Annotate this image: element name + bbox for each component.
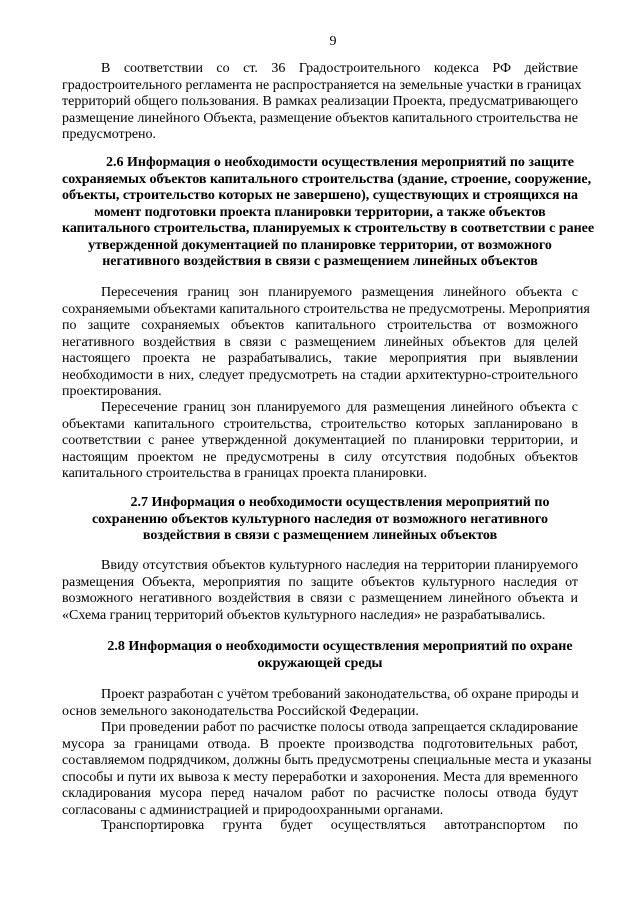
paragraph bbox=[62, 818, 578, 835]
heading-line: момент подготовки проекта планировки территории, а также объектов bbox=[94, 204, 546, 220]
paragraph bbox=[62, 285, 590, 401]
paragraph-line: градостроительного регламента не распространяется на земельные участки в границах bbox=[62, 77, 582, 93]
heading-line: 2.7 Информация о необходимости осуществления мероприятий по bbox=[130, 495, 550, 510]
paragraph-line: Пересечения границ зон планируемого размещения линейного объекта с bbox=[101, 285, 578, 300]
paragraph-line: проектирования. bbox=[62, 384, 162, 399]
paragraph-line: настоящего проекта не разрабатывались, такие мероприятия при выявлении bbox=[62, 351, 578, 366]
paragraph-line: составляемом подрядчиком, должны быть предусмотрены специальные места и указаны bbox=[62, 753, 592, 768]
heading-line: объекты, строительство которых не завершено), существующих и строящихся на bbox=[62, 188, 579, 203]
paragraph-line: Пересечение границ зон планируемого для размещения линейного объекта с bbox=[101, 400, 578, 415]
paragraph-line: предусмотрено. bbox=[62, 127, 157, 142]
paragraph bbox=[62, 61, 582, 144]
heading-line: утвержденной документацией по планировке территории, от возможного bbox=[88, 237, 552, 253]
heading-line: 2.6 Информация о необходимости осуществления мероприятий по защите bbox=[105, 155, 574, 170]
paragraph-line: согласованы с администрацией и природоохранными органами. bbox=[62, 802, 444, 818]
heading-line: 2.8 Информация о необходимости осуществления мероприятий по охране bbox=[107, 639, 573, 654]
paragraph-line: возможного негативного воздействия в связи с размещением линейного объекта и bbox=[62, 591, 578, 606]
paragraph-line: размещение линейного Объекта, размещение объектов капитального строительства не bbox=[62, 110, 578, 126]
paragraph-line: способы и пути их вывоза к месту переработки и захоронения. Места для временного bbox=[62, 769, 578, 785]
section-heading-2-6 bbox=[62, 155, 595, 271]
heading-line: сохраняемых объектов капитального строительства (здание, строение, сооружение, bbox=[62, 171, 592, 187]
paragraph-line: объектами капитального строительства, строительство которых запланировано в bbox=[62, 416, 578, 432]
paragraph-line: по защите сохраняемых объектов капитального строительства от возможного bbox=[62, 318, 578, 333]
paragraph-line: складирования мусора перед началом работ по расчистке полосы отвода будут bbox=[62, 786, 578, 801]
section-heading-2-7 bbox=[62, 495, 578, 545]
paragraph-line: территорий общего пользования. В рамках реализации Проекта, предусматривающего bbox=[62, 94, 578, 109]
paragraph bbox=[62, 400, 578, 483]
paragraph-line: В соответствии со ст. 36 Градостроительного кодекса РФ действие bbox=[101, 61, 578, 76]
section-heading-2-8 bbox=[62, 639, 578, 672]
heading-line: капитального строительства, планируемых к строительству в соответствии с ранее bbox=[62, 221, 595, 236]
paragraph bbox=[62, 720, 592, 819]
paragraph-line: Ввиду отсутствия объектов культурного наследия на территории планируемого bbox=[101, 558, 578, 573]
paragraph-line: основ земельного законодательства Российской Федерации. bbox=[62, 703, 419, 719]
paragraph-line: капитального строительства в границах проекта планировки. bbox=[62, 466, 427, 481]
paragraph-line: мусора за границами отвода. В проекте производства подготовительных работ, bbox=[62, 736, 578, 752]
paragraph-line: настоящим проектом не предусмотрены в силу отсутствия подобных объектов bbox=[62, 449, 578, 465]
paragraph-line: При проведении работ по расчистке полосы отвода запрещается складирование bbox=[101, 720, 578, 735]
heading-line: воздействия в связи с размещением линейных объектов bbox=[142, 528, 498, 543]
paragraph-line: соответствии с ранее утвержденной документацией по планировки территории, и bbox=[62, 433, 578, 448]
heading-line: сохранению объектов культурного наследия от возможного негативного bbox=[91, 511, 549, 527]
heading-line: окружающей среды bbox=[257, 655, 383, 671]
paragraph-line: Транспортировка грунта будет осуществляться автотранспортом по bbox=[101, 818, 578, 833]
paragraph-line: Проект разработан с учётом требований законодательства, об охране природы и bbox=[101, 687, 579, 702]
paragraph-line: размещения Объекта, мероприятия по защите объектов культурного наследия от bbox=[62, 574, 578, 590]
paragraph bbox=[62, 558, 578, 624]
paragraph-line: «Схема границ территорий объектов культурного наследия» не разрабатывались. bbox=[62, 607, 546, 623]
paragraph bbox=[62, 687, 578, 720]
paragraph-line: негативного воздействия в связи с размещением линейных объектов для целей bbox=[62, 334, 578, 350]
page-number: 9 bbox=[329, 34, 337, 49]
paragraph-line: сохраняемыми объектами капитального строительства не предусмотрены. Мероприятия bbox=[62, 301, 590, 317]
heading-line: негативного воздействия в связи с размещением линейных объектов bbox=[102, 254, 538, 269]
paragraph-line: необходимости в них, следует предусмотреть на стадии архитектурно-строительного bbox=[62, 367, 578, 383]
